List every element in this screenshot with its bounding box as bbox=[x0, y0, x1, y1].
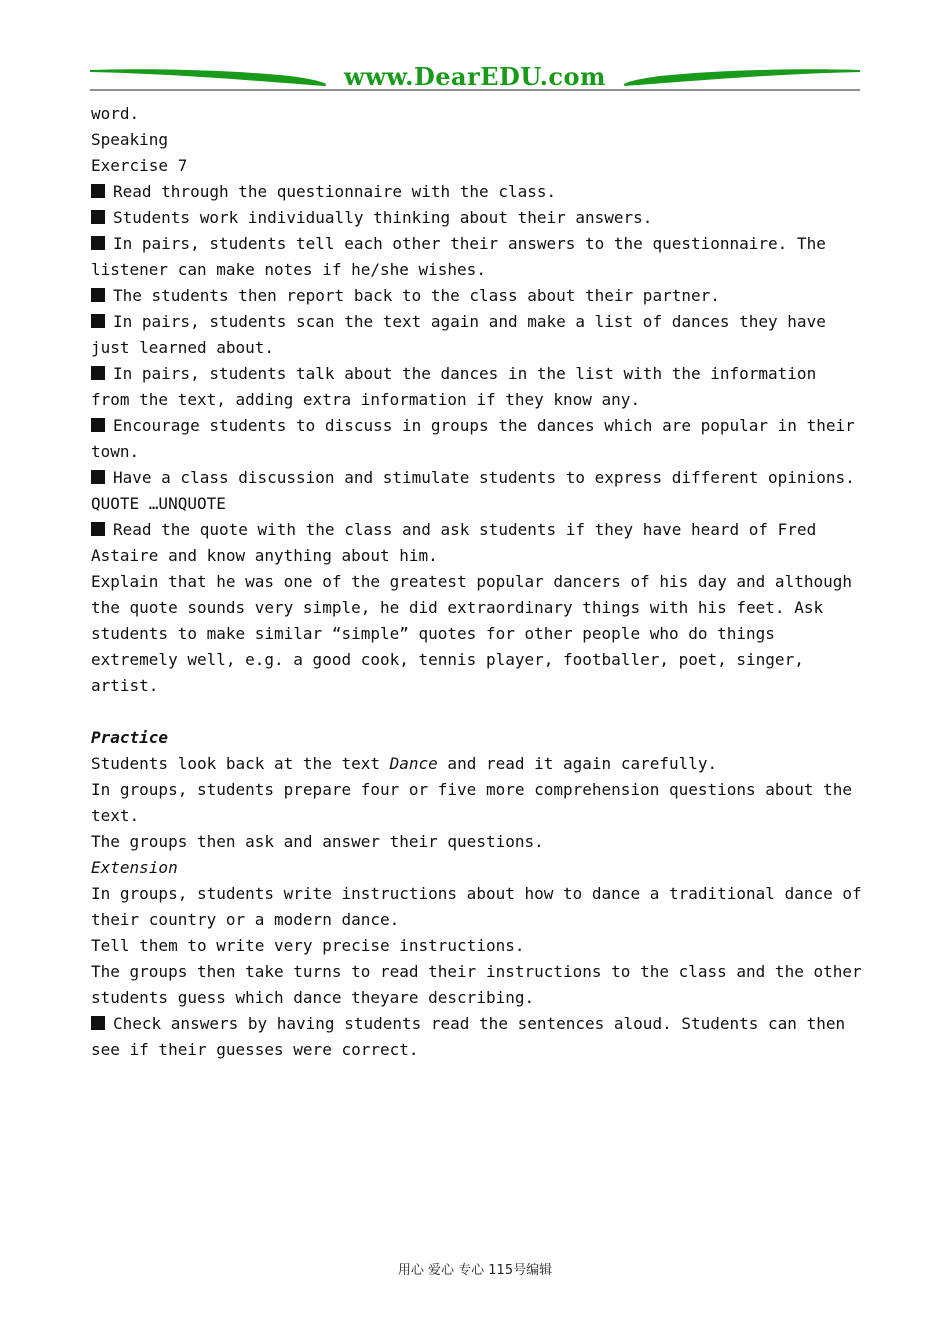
text-line bbox=[91, 361, 861, 387]
text-line bbox=[91, 153, 861, 179]
line-text: students to make similar “simple” quotes for other people who do things bbox=[91, 624, 775, 643]
text-line bbox=[91, 959, 861, 985]
page-header-logo bbox=[90, 58, 860, 94]
text-line bbox=[91, 621, 861, 647]
text-line bbox=[91, 1037, 861, 1063]
square-bullet-icon bbox=[91, 366, 105, 380]
text-line bbox=[91, 569, 861, 595]
line-text: Explain that he was one of the greatest popular dancers of his day and although bbox=[91, 572, 852, 591]
line-text: In groups, students prepare four or five more comprehension questions about the bbox=[91, 780, 852, 799]
line-text: just learned about. bbox=[91, 338, 275, 357]
line-text: The groups then ask and answer their questions. bbox=[91, 832, 544, 851]
document-body bbox=[91, 101, 861, 1063]
text-line bbox=[91, 283, 861, 309]
text-line bbox=[91, 413, 861, 439]
line-text: The groups then take turns to read their instructions to the class and the other bbox=[91, 962, 862, 981]
text-line bbox=[91, 231, 861, 257]
text-line bbox=[91, 855, 861, 881]
line-text: Exercise 7 bbox=[91, 156, 188, 175]
text-line bbox=[91, 777, 861, 803]
text-line bbox=[91, 985, 861, 1011]
line-text: Students look back at the text bbox=[91, 754, 390, 773]
text-line bbox=[91, 205, 861, 231]
text-line bbox=[91, 335, 861, 361]
square-bullet-icon bbox=[91, 522, 105, 536]
text-line bbox=[91, 829, 861, 855]
line-text: from the text, adding extra information if they know any. bbox=[91, 390, 641, 409]
text-line bbox=[91, 491, 861, 517]
line-text: Speaking bbox=[91, 130, 169, 149]
line-text: artist. bbox=[91, 676, 159, 695]
text-line bbox=[91, 439, 861, 465]
line-text: Astaire and know anything about him. bbox=[91, 546, 438, 565]
line-text: their country or a modern dance. bbox=[91, 910, 400, 929]
line-text: Tell them to write very precise instructions. bbox=[91, 936, 525, 955]
line-text: In pairs, students scan the text again and make a list of dances they have bbox=[113, 312, 826, 331]
italic-title: Dance bbox=[389, 754, 438, 773]
text-line bbox=[91, 1011, 861, 1037]
text-line bbox=[91, 699, 861, 725]
line-text: listener can make notes if he/she wishes. bbox=[91, 260, 486, 279]
text-line bbox=[91, 101, 861, 127]
line-text: students guess which dance theyare describing. bbox=[91, 988, 535, 1007]
square-bullet-icon bbox=[91, 314, 105, 328]
line-text: extremely well, e.g. a good cook, tennis player, footballer, poet, singer, bbox=[91, 650, 804, 669]
page-footer: 用心 爱心 专心 115号编辑 bbox=[397, 1263, 553, 1278]
text-line bbox=[91, 881, 861, 907]
line-text: Have a class discussion and stimulate students to express different opinions. bbox=[113, 468, 855, 487]
square-bullet-icon bbox=[91, 1016, 105, 1030]
line-text: In pairs, students talk about the dances in the list with the information bbox=[113, 364, 817, 383]
square-bullet-icon bbox=[91, 236, 105, 250]
site-logo-text: www.DearEDU.com bbox=[344, 62, 606, 91]
line-text: Read the quote with the class and ask students if they have heard of Fred bbox=[113, 520, 817, 539]
text-line bbox=[91, 127, 861, 153]
line-text: the quote sounds very simple, he did extraordinary things with his feet. Ask bbox=[91, 598, 824, 617]
square-bullet-icon bbox=[91, 418, 105, 432]
line-text: town. bbox=[91, 442, 140, 461]
text-line bbox=[91, 257, 861, 283]
text-line bbox=[91, 179, 861, 205]
square-bullet-icon bbox=[91, 210, 105, 224]
line-text: QUOTE …UNQUOTE bbox=[91, 494, 226, 513]
text-line bbox=[91, 543, 861, 569]
square-bullet-icon bbox=[91, 184, 105, 198]
line-text: The students then report back to the class about their partner. bbox=[113, 286, 720, 305]
line-text: Practice bbox=[91, 728, 169, 747]
line-text: Check answers by having students read the sentences aloud. Students can then bbox=[113, 1014, 846, 1033]
line-text: In pairs, students tell each other their answers to the questionnaire. The bbox=[113, 234, 826, 253]
text-line bbox=[91, 907, 861, 933]
line-text: Encourage students to discuss in groups the dances which are popular in their bbox=[113, 416, 855, 435]
line-text: Read through the questionnaire with the class. bbox=[113, 182, 557, 201]
text-line bbox=[91, 309, 861, 335]
line-text: In groups, students write instructions about how to dance a traditional dance of bbox=[91, 884, 862, 903]
text-line bbox=[91, 803, 861, 829]
text-line bbox=[91, 751, 861, 777]
text-line bbox=[91, 933, 861, 959]
text-line bbox=[91, 647, 861, 673]
text-line bbox=[91, 465, 861, 491]
text-line bbox=[91, 517, 861, 543]
text-line bbox=[91, 725, 861, 751]
square-bullet-icon bbox=[91, 288, 105, 302]
line-text: Extension bbox=[91, 858, 178, 877]
text-line bbox=[91, 595, 861, 621]
line-text: text. bbox=[91, 806, 140, 825]
text-line bbox=[91, 673, 861, 699]
square-bullet-icon bbox=[91, 470, 105, 484]
text-line bbox=[91, 387, 861, 413]
line-text-after: and read it again carefully. bbox=[437, 754, 718, 773]
line-text: Students work individually thinking about their answers. bbox=[113, 208, 653, 227]
line-text: see if their guesses were correct. bbox=[91, 1040, 419, 1059]
line-text: word. bbox=[91, 104, 140, 123]
